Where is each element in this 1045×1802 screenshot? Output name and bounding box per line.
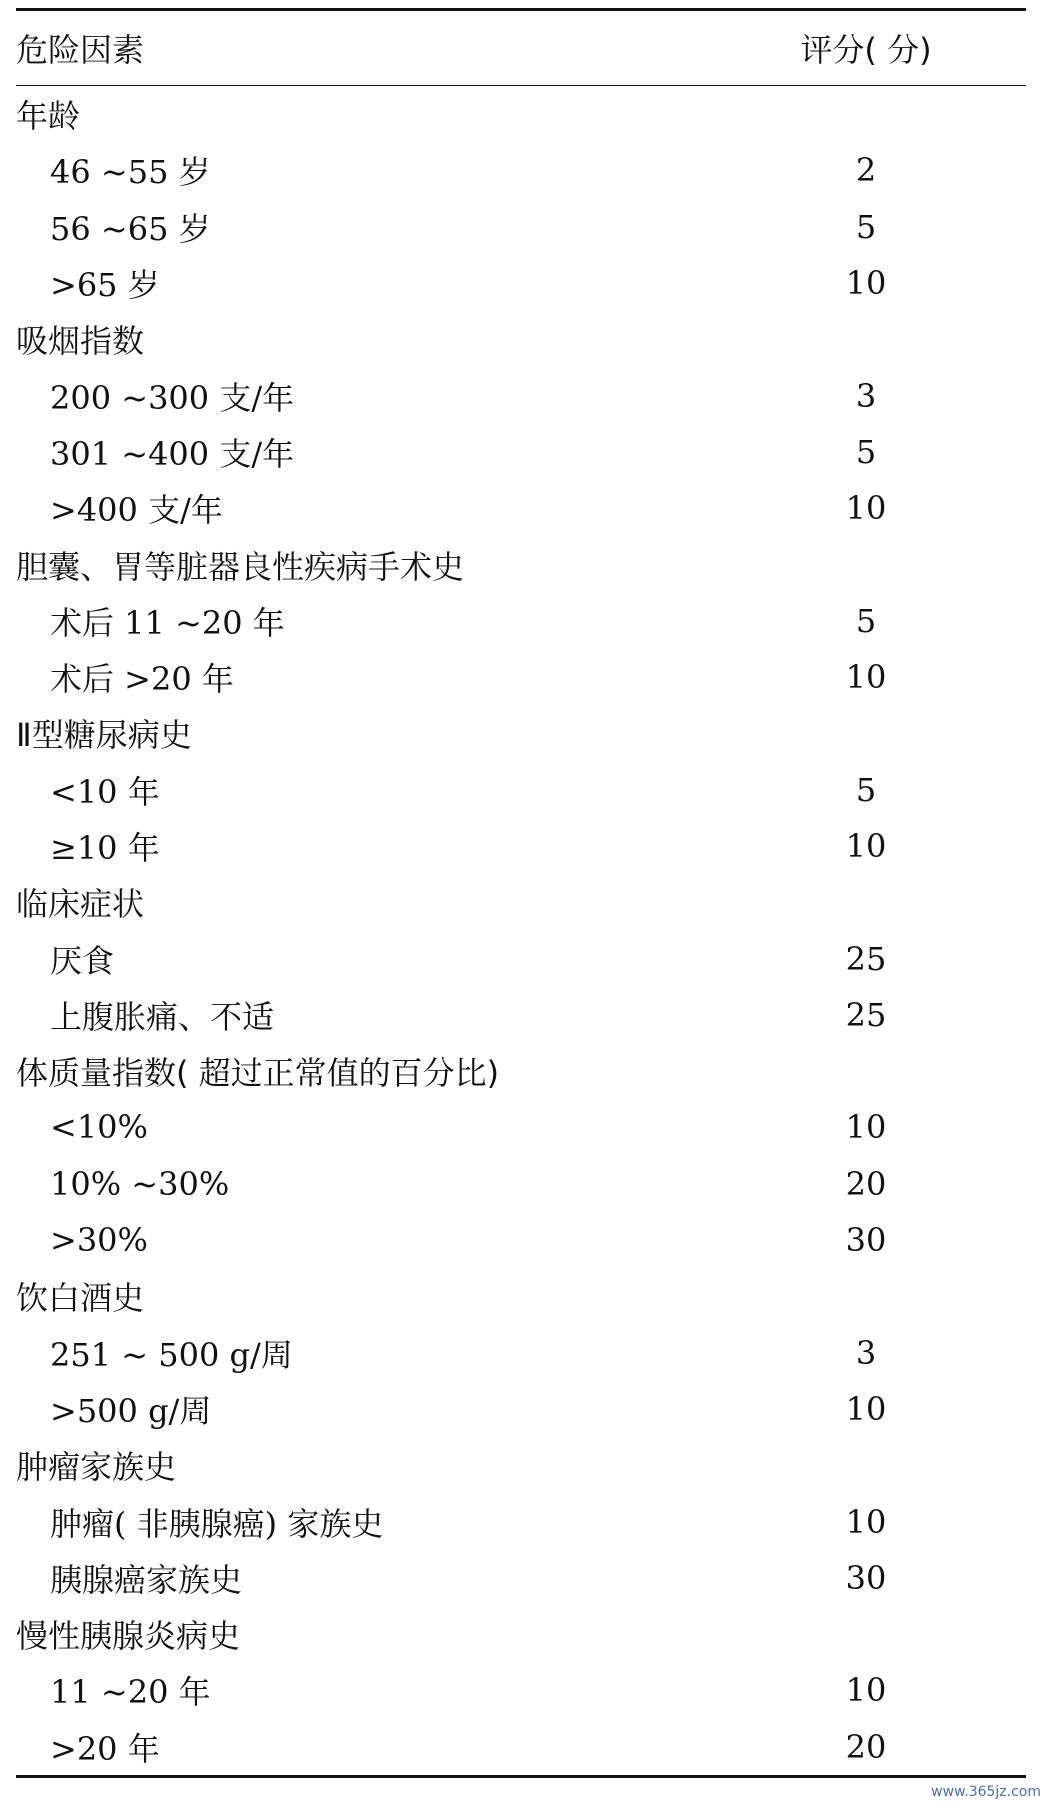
group-label: 体质量指数( 超过正常值的百分比) [16, 1054, 500, 1093]
factor-cell: 术后 11 ~20 年 [50, 603, 285, 642]
score-cell: 10 [845, 658, 887, 697]
table-row [16, 424, 1026, 480]
group-label: 临床症状 [16, 885, 145, 924]
factor-cell: 251 ~ 500 g/周 [50, 1335, 293, 1374]
factor-cell: ≥10 年 [50, 829, 160, 867]
group-label: 肿瘤家族史 [16, 1448, 177, 1487]
factor-cell: >65 岁 [50, 266, 160, 305]
header-factor: 危险因素 [16, 31, 145, 69]
score-cell: 5 [855, 432, 877, 471]
factor-cell: 46 ~55 岁 [50, 153, 211, 192]
score-cell: 20 [845, 1164, 887, 1203]
factor-cell: 术后 >20 年 [50, 660, 234, 699]
factor-cell: 肿瘤( 非胰腺癌) 家族史 [50, 1504, 384, 1543]
table-header [16, 11, 1026, 85]
score-cell: 10 [845, 489, 887, 528]
score-cell: 5 [855, 770, 877, 809]
factor-cell: 上腹胀痛、不适 [50, 997, 275, 1036]
table-group-row [16, 536, 1026, 592]
watermark: www.365jz.com [931, 1784, 1041, 1800]
score-cell: 5 [855, 601, 877, 640]
table-group-row [16, 1268, 1026, 1324]
factor-cell: 56 ~65 岁 [50, 209, 211, 248]
group-label: 年龄 [16, 97, 81, 136]
score-cell: 3 [855, 376, 877, 415]
factor-cell: 11 ~20 年 [50, 1673, 211, 1712]
table-group-row [16, 1606, 1026, 1662]
table-row [16, 255, 1026, 311]
table-row [16, 1550, 1026, 1606]
factor-cell: >400 支/年 [50, 491, 223, 530]
table-bottom-rule [16, 1775, 1026, 1778]
score-cell: 25 [845, 995, 887, 1034]
table-row [16, 1662, 1026, 1718]
table-row [16, 1493, 1026, 1549]
factor-cell: <10% [50, 1108, 148, 1147]
table-group-row [16, 311, 1026, 367]
score-cell: 25 [845, 939, 887, 978]
table-group-row [16, 1437, 1026, 1493]
table-row [16, 1719, 1026, 1775]
score-cell: 2 [855, 151, 877, 190]
table-row [16, 593, 1026, 649]
table-group-row [16, 86, 1026, 142]
factor-cell: 301 ~400 支/年 [50, 434, 295, 473]
table-row [16, 762, 1026, 818]
factor-cell: >30% [50, 1221, 148, 1260]
risk-factor-table [16, 8, 1026, 1778]
factor-cell: >500 g/周 [50, 1391, 212, 1430]
score-cell: 3 [855, 1333, 877, 1372]
score-cell: 10 [845, 264, 887, 303]
table-row [16, 367, 1026, 423]
group-label: 慢性胰腺炎病史 [16, 1617, 241, 1656]
table-group-row [16, 705, 1026, 761]
score-cell: 10 [845, 1671, 887, 1710]
score-cell: 10 [845, 1389, 887, 1428]
score-cell: 5 [855, 207, 877, 246]
table-body [16, 86, 1026, 1775]
score-cell: 10 [845, 827, 887, 865]
header-score: 评分( 分) [800, 31, 932, 69]
score-cell: 10 [845, 1108, 887, 1147]
score-cell: 20 [845, 1727, 887, 1766]
table-row [16, 987, 1026, 1043]
score-cell: 10 [845, 1502, 887, 1541]
table-group-row [16, 1043, 1026, 1099]
table-row [16, 199, 1026, 255]
factor-cell: >20 年 [50, 1729, 160, 1768]
group-label: 饮白酒史 [16, 1279, 145, 1318]
factor-cell: <10 年 [50, 772, 160, 811]
table-row [16, 1212, 1026, 1268]
table-group-row [16, 874, 1026, 930]
table-row [16, 1099, 1026, 1155]
table-row [16, 818, 1026, 874]
table-row [16, 1381, 1026, 1437]
table-row [16, 480, 1026, 536]
table-row [16, 930, 1026, 986]
factor-cell: 200 ~300 支/年 [50, 378, 295, 417]
table-row [16, 142, 1026, 198]
table-row [16, 1156, 1026, 1212]
table-row [16, 1325, 1026, 1381]
score-cell: 30 [845, 1558, 887, 1597]
factor-cell: 厌食 [50, 941, 115, 980]
group-label: 吸烟指数 [16, 322, 145, 361]
group-label: 胆囊、胃等脏器良性疾病手术史 [16, 547, 465, 586]
score-cell: 30 [845, 1221, 887, 1260]
group-label: Ⅱ型糖尿病史 [16, 716, 192, 755]
table-row [16, 649, 1026, 705]
factor-cell: 胰腺癌家族史 [50, 1560, 243, 1599]
factor-cell: 10% ~30% [50, 1164, 230, 1203]
